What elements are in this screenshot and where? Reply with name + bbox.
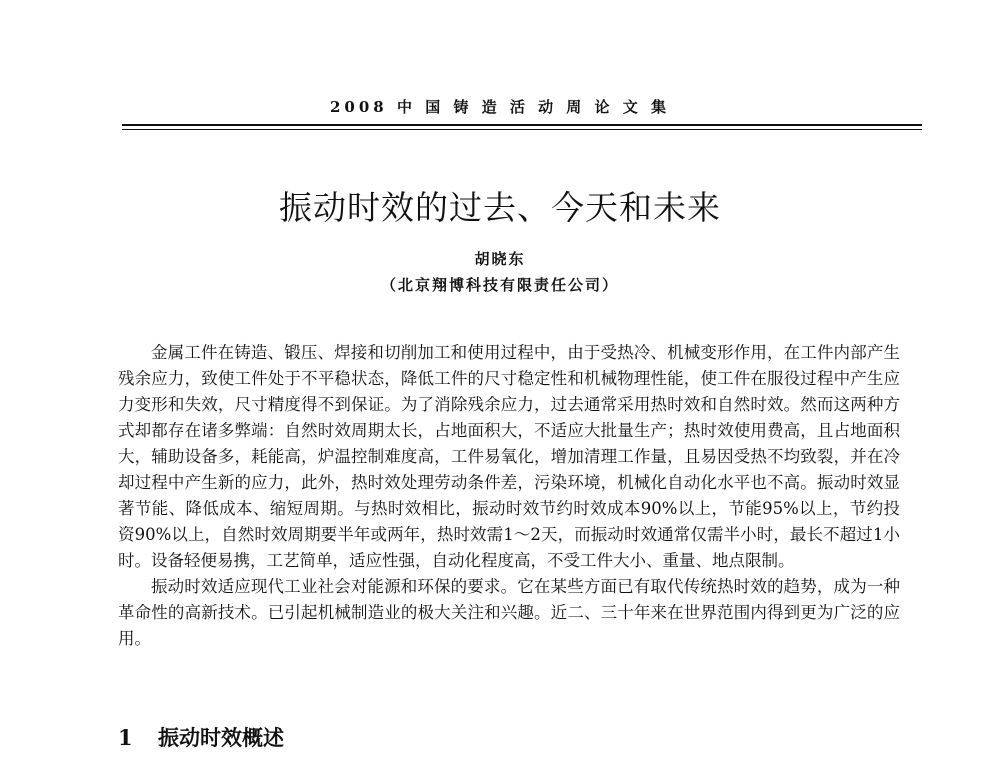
section-title: 振动时效概述: [158, 726, 284, 750]
article-body: [118, 340, 900, 652]
author-name: 胡晓东: [474, 250, 526, 268]
running-header: 2008 中 国 铸 造 活 动 周 论 文 集: [330, 98, 670, 116]
author-affiliation: （北京翔博科技有限责任公司）: [380, 276, 619, 294]
section-heading: [118, 722, 900, 752]
header-rule-thick: [122, 124, 922, 126]
article-title: 振动时效的过去、今天和未来: [279, 188, 721, 227]
section-number: 1: [118, 725, 133, 750]
paragraph-2: 振动时效适应现代工业社会对能源和环保的要求。它在某些方面已有取代传统热时效的趋势，成为一种革命性的高新技术。已引起机械制造业的极大关注和兴趣。近二、三十年来在世界范围内得到更为广泛的应用。: [118, 577, 900, 648]
header-rule-thin: [122, 129, 922, 130]
paragraph-1: 金属工件在铸造、锻压、焊接和切削加工和使用过程中，由于受热冷、机械变形作用，在工件内部产生残余应力，致使工件处于不平稳状态，降低工件的尺寸稳定性和机械物理性能，使工件在服役过程中产生应力变形和失效，尺寸精度得不到保证。为了消除残余应力，过去通常采用热时效和自然时效。然而这两种方式却都存在诸多弊端：自然时效周期太长，占地面积大，不适应大批量生产；热时效使用费高，且占地面积大，辅助设备多，耗能高，炉温控制难度高，工件易氧化，增加清理工作量，且易因受热不均致裂，并在冷却过程中产生新的应力，此外，热时效处理劳动条件差，污染环境，机械化自动化水平也不高。振动时效显著节能、降低成本、缩短周期。与热时效相比，振动时效节约时效成本90%以上，节能95%以上，节约投资90%以上，自然时效周期要半年或两年，热时效需1～2天，而振动时效通常仅需半小时，最长不超过1小时。设备轻便易携，工艺简单，适应性强，自动化程度高，不受工件大小、重量、地点限制。: [118, 343, 900, 570]
